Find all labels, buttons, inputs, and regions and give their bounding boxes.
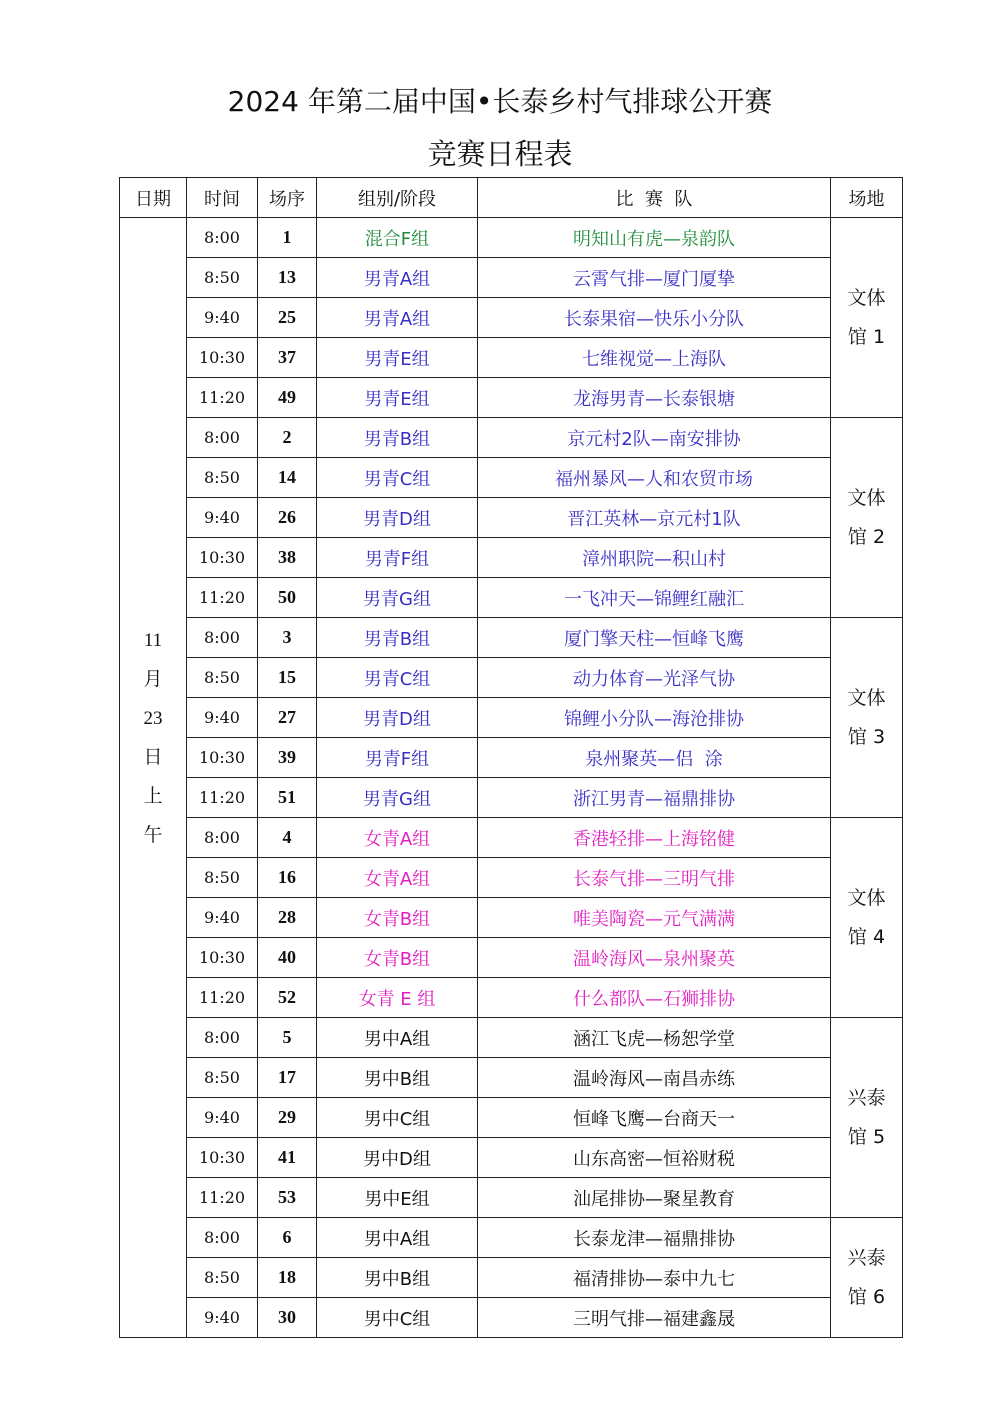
table-row [120,898,903,938]
match-no-cell: 52 [258,978,317,1018]
header-row [120,178,903,218]
match-no-cell: 49 [258,378,317,418]
teams-cell: 香港轻排—上海铭健 [478,818,831,858]
time-cell: 10:30 [187,738,258,778]
teams-cell: 涵江飞虎—杨恕学堂 [478,1018,831,1058]
match-no-cell: 26 [258,498,317,538]
time-cell: 8:00 [187,618,258,658]
time-cell: 8:00 [187,218,258,258]
date-line: 23 [143,707,163,729]
time-cell: 8:50 [187,1258,258,1298]
group-cell: 男中B组 [317,1258,478,1298]
table-row [120,458,903,498]
document-subtitle: 竞赛日程表 [427,137,573,171]
match-no-cell: 29 [258,1098,317,1138]
group-cell: 男青C组 [317,658,478,698]
time-cell: 11:20 [187,1178,258,1218]
table-row [120,658,903,698]
time-cell: 9:40 [187,898,258,938]
time-cell: 8:50 [187,658,258,698]
time-cell: 11:20 [187,578,258,618]
group-cell: 男青B组 [317,618,478,658]
teams-cell: 长泰龙津—福鼎排协 [478,1218,831,1258]
time-cell: 10:30 [187,338,258,378]
group-cell: 男青D组 [317,698,478,738]
venue-cell [831,1018,903,1218]
table-row [120,298,903,338]
teams-cell: 长泰气排—三明气排 [478,858,831,898]
match-no-cell: 41 [258,1138,317,1178]
venue-name: 文体 [847,286,886,309]
teams-cell: 汕尾排协—聚星教育 [478,1178,831,1218]
schedule-body [120,218,903,1338]
group-cell: 男中D组 [317,1138,478,1178]
table-row [120,1218,903,1258]
teams-cell: 晋江英林—京元村1队 [478,498,831,538]
group-cell: 男青B组 [317,418,478,458]
teams-cell: 福州暴风—人和农贸市场 [478,458,831,498]
teams-cell: 云霄气排—厦门厦挚 [478,258,831,298]
venue-cell [831,618,903,818]
match-no-cell: 27 [258,698,317,738]
teams-cell: 明知山有虎—泉韵队 [478,218,831,258]
group-cell: 混合F组 [317,218,478,258]
teams-cell: 山东高密—恒裕财税 [478,1138,831,1178]
venue-number: 馆 3 [847,725,886,748]
table-row [120,538,903,578]
time-cell: 8:00 [187,818,258,858]
group-cell: 男中C组 [317,1098,478,1138]
venue-name: 文体 [847,686,886,709]
teams-cell: 三明气排—福建鑫晟 [478,1298,831,1338]
match-no-cell: 28 [258,898,317,938]
time-cell: 8:00 [187,418,258,458]
date-cell [120,218,187,1338]
venue-cell [831,1218,903,1338]
group-cell: 男中E组 [317,1178,478,1218]
table-row [120,978,903,1018]
date-line: 11 [143,629,163,651]
match-no-cell: 18 [258,1258,317,1298]
table-row [120,818,903,858]
time-cell: 9:40 [187,1098,258,1138]
teams-cell: 龙海男青—长泰银塘 [478,378,831,418]
group-cell: 男青D组 [317,498,478,538]
group-cell: 男青F组 [317,738,478,778]
table-row [120,1178,903,1218]
match-no-cell: 40 [258,938,317,978]
group-cell: 女青B组 [317,938,478,978]
teams-cell: 漳州职院—积山村 [478,538,831,578]
table-row [120,1098,903,1138]
teams-cell: 厦门擎天柱—恒峰飞鹰 [478,618,831,658]
group-cell: 男青G组 [317,578,478,618]
time-cell: 9:40 [187,498,258,538]
teams-cell: 一飞冲天—锦鲤红融汇 [478,578,831,618]
group-cell: 男青C组 [317,458,478,498]
table-row [120,1018,903,1058]
venue-name: 兴泰 [847,1246,886,1269]
match-no-cell: 5 [258,1018,317,1058]
match-no-cell: 4 [258,818,317,858]
time-cell: 11:20 [187,378,258,418]
table-row [120,578,903,618]
teams-cell: 锦鲤小分队—海沧排协 [478,698,831,738]
table-row [120,1138,903,1178]
venue-name: 兴泰 [847,1086,886,1109]
venue-number: 馆 2 [847,525,886,548]
group-cell: 男青F组 [317,538,478,578]
table-row [120,618,903,658]
match-no-cell: 2 [258,418,317,458]
group-cell: 女青 E 组 [317,978,478,1018]
group-cell: 男中B组 [317,1058,478,1098]
time-cell: 9:40 [187,1298,258,1338]
match-no-cell: 39 [258,738,317,778]
match-no-cell: 53 [258,1178,317,1218]
time-cell: 9:40 [187,298,258,338]
teams-cell: 恒峰飞鹰—台商天一 [478,1098,831,1138]
table-row [120,698,903,738]
time-cell: 10:30 [187,1138,258,1178]
group-cell: 男青E组 [317,378,478,418]
group-cell: 男中A组 [317,1218,478,1258]
table-row [120,258,903,298]
match-no-cell: 6 [258,1218,317,1258]
teams-cell: 温岭海风—泉州聚英 [478,938,831,978]
group-cell: 男中C组 [317,1298,478,1338]
table-row [120,218,903,258]
match-no-cell: 30 [258,1298,317,1338]
document-title: 2024 年第二届中国•长泰乡村气排球公开赛 [227,85,773,118]
time-cell: 8:00 [187,1018,258,1058]
group-cell: 女青A组 [317,858,478,898]
table-row [120,938,903,978]
match-no-cell: 13 [258,258,317,298]
teams-cell: 长泰果宿—快乐小分队 [478,298,831,338]
teams-cell: 什么都队—石狮排协 [478,978,831,1018]
group-cell: 男中A组 [317,1018,478,1058]
teams-cell: 福清排协—泰中九七 [478,1258,831,1298]
table-row [120,778,903,818]
date-line: 日 [143,746,163,768]
match-no-cell: 51 [258,778,317,818]
match-no-cell: 3 [258,618,317,658]
match-no-cell: 37 [258,338,317,378]
table-row [120,1298,903,1338]
time-cell: 8:50 [187,458,258,498]
venue-cell [831,818,903,1018]
table-row [120,858,903,898]
time-cell: 11:20 [187,978,258,1018]
date-line: 上 [143,785,163,807]
match-no-cell: 16 [258,858,317,898]
schedule-table [119,177,903,1338]
teams-cell: 泉州聚英—侣 涂 [478,738,831,778]
time-cell: 8:50 [187,858,258,898]
venue-cell [831,218,903,418]
venue-number: 馆 6 [847,1285,886,1308]
header-teams: 比 赛 队 [478,178,831,218]
match-no-cell: 25 [258,298,317,338]
time-cell: 8:50 [187,1058,258,1098]
venue-number: 馆 5 [847,1125,886,1148]
time-cell: 9:40 [187,698,258,738]
match-no-cell: 50 [258,578,317,618]
time-cell: 10:30 [187,938,258,978]
time-cell: 8:00 [187,1218,258,1258]
group-cell: 男青A组 [317,258,478,298]
table-row [120,418,903,458]
table-row [120,338,903,378]
venue-number: 馆 1 [847,325,886,348]
match-no-cell: 15 [258,658,317,698]
match-no-cell: 17 [258,1058,317,1098]
group-cell: 男青G组 [317,778,478,818]
header-venue: 场地 [831,178,903,218]
table-row [120,498,903,538]
group-cell: 女青A组 [317,818,478,858]
group-cell: 女青B组 [317,898,478,938]
match-no-cell: 1 [258,218,317,258]
time-cell: 11:20 [187,778,258,818]
table-row [120,378,903,418]
match-no-cell: 38 [258,538,317,578]
time-cell: 10:30 [187,538,258,578]
date-line: 午 [143,824,163,846]
venue-cell [831,418,903,618]
date-line: 月 [143,668,163,690]
time-cell: 8:50 [187,258,258,298]
header-time: 时间 [187,178,258,218]
venue-name: 文体 [847,486,886,509]
venue-number: 馆 4 [847,925,886,948]
table-row [120,1258,903,1298]
teams-cell: 七维视觉—上海队 [478,338,831,378]
table-row [120,1058,903,1098]
header-date: 日期 [120,178,187,218]
group-cell: 男青E组 [317,338,478,378]
table-row [120,738,903,778]
teams-cell: 京元村2队—南安排协 [478,418,831,458]
teams-cell: 浙江男青—福鼎排协 [478,778,831,818]
group-cell: 男青A组 [317,298,478,338]
venue-name: 文体 [847,886,886,909]
header-group: 组别/阶段 [317,178,478,218]
teams-cell: 动力体育—光泽气协 [478,658,831,698]
header-match-no: 场序 [258,178,317,218]
teams-cell: 唯美陶瓷—元气满满 [478,898,831,938]
teams-cell: 温岭海风—南昌赤练 [478,1058,831,1098]
match-no-cell: 14 [258,458,317,498]
